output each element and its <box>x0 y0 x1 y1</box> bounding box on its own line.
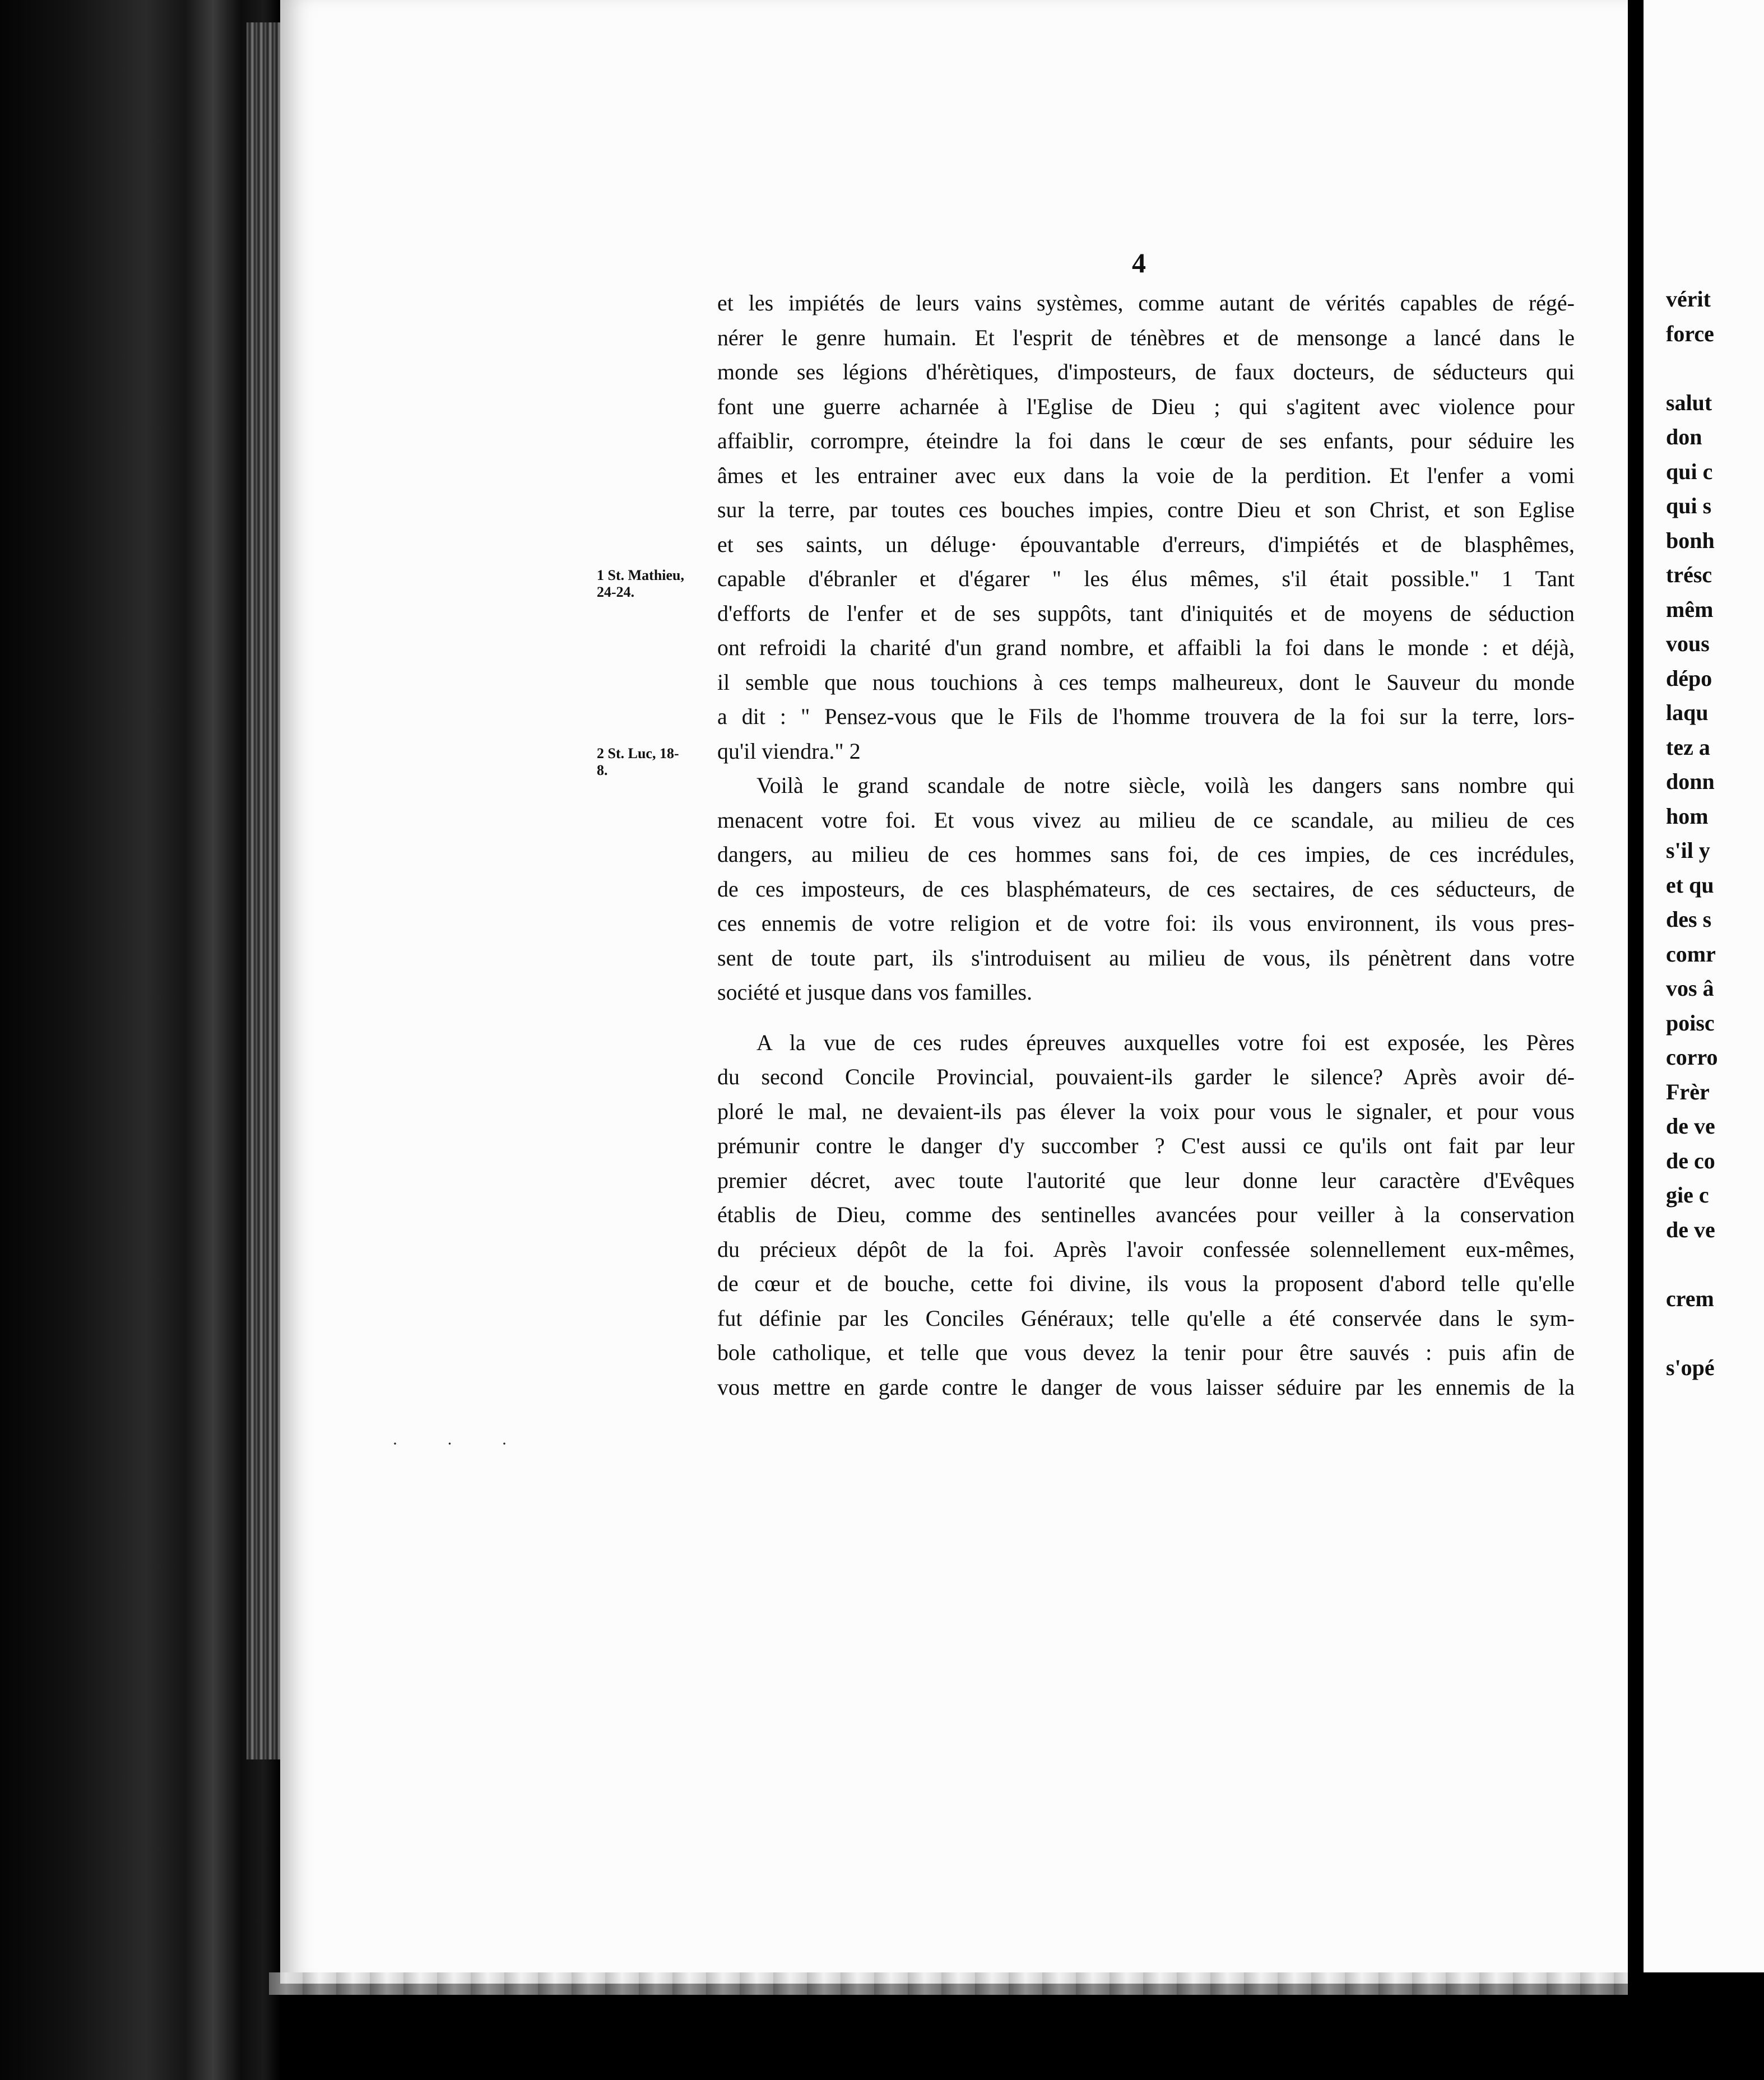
page-gutter <box>1628 0 1644 2080</box>
text-line: du précieux dépôt de la foi. Après l'avoir confessée solennellement eux-mêmes, <box>717 1236 1575 1262</box>
right-page-line: vous <box>1666 631 1710 656</box>
text-line: sur la terre, par toutes ces bouches impies, contre Dieu et son Christ, et son Eglise <box>717 497 1575 522</box>
right-page-line: de co <box>1666 1148 1715 1173</box>
right-page-line: s'il y <box>1666 838 1710 863</box>
right-page-line: de ve <box>1666 1217 1715 1242</box>
text-line: âmes et les entrainer avec eux dans la voie de la perdition. Et l'enfer a vomi <box>717 462 1575 488</box>
right-page-line: des s <box>1666 907 1712 932</box>
paragraph-start: Voilà le grand scandale de notre siècle, voilà les dangers sans nombre qui <box>756 773 1575 798</box>
book-binding <box>0 0 280 2080</box>
text-line: de ces imposteurs, de ces blasphémateurs, de ces sectaires, de ces séducteurs, de <box>717 876 1575 902</box>
right-page-line: salut <box>1666 389 1712 415</box>
text-line: vous mettre en garde contre le danger de vous laisser séduire par les ennemis de la <box>717 1374 1575 1400</box>
right-page-line: laqu <box>1666 700 1709 725</box>
paragraph-start: A la vue de ces rudes épreuves auxquelles votre foi est exposée, les Pères <box>756 1029 1575 1055</box>
body-text <box>717 286 1575 1404</box>
right-page-line: bonh <box>1666 527 1715 553</box>
marginal-note-line: 2 St. Luc, 18- <box>597 745 679 762</box>
right-page-line: corro <box>1666 1044 1718 1070</box>
text-line: font une guerre acharnée à l'Eglise de Dieu ; qui s'agitent avec violence pour <box>717 393 1575 419</box>
marginal-note-1 <box>597 567 684 601</box>
right-page-line: don <box>1666 424 1702 449</box>
right-page-line: gie c <box>1666 1182 1709 1208</box>
text-line: menacent votre foi. Et vous vivez au milieu de ce scandale, au milieu de ces <box>717 807 1575 833</box>
right-page-line: comr <box>1666 941 1716 967</box>
right-page-line: Frèr <box>1666 1079 1710 1104</box>
page-number: 4 <box>1132 247 1146 278</box>
stray-marks: · · · <box>392 1434 530 1453</box>
right-page-line: poisc <box>1666 1010 1715 1036</box>
right-page-line: de ve <box>1666 1113 1715 1139</box>
marginal-note-line: 1 St. Mathieu, <box>597 567 684 583</box>
text-line: sent de toute part, ils s'introduisent au milieu de vous, ils pénètrent dans votre <box>717 945 1575 971</box>
text-line: société et jusque dans vos familles. <box>717 979 1033 1005</box>
right-page-line: dépo <box>1666 665 1712 691</box>
page-bottom-edge <box>269 1972 1642 1995</box>
text-line: nérer le genre humain. Et l'esprit de ténèbres et de mensonge a lancé dans le <box>717 324 1575 350</box>
right-page-line: vos â <box>1666 976 1714 1001</box>
marginal-note-line: 8. <box>597 762 608 778</box>
text-line: a dit : " Pensez-vous que le Fils de l'homme trouvera de la foi sur la terre, lors- <box>717 704 1575 729</box>
right-page-line: qui c <box>1666 458 1713 484</box>
text-line: bole catholique, et telle que vous devez la tenir pour être sauvés : puis afin de <box>717 1340 1575 1365</box>
text-line: dangers, au milieu de ces hommes sans foi, de ces impies, de ces incrédules, <box>717 842 1575 867</box>
text-line: fut définie par les Conciles Généraux; telle qu'elle a été conservée dans le sym- <box>717 1305 1575 1331</box>
text-line: ces ennemis de votre religion et de votre foi: ils vous environnent, ils vous pres- <box>717 911 1575 936</box>
marginal-note-2 <box>597 745 679 779</box>
right-page-line: s'opé <box>1666 1354 1715 1380</box>
text-line: il semble que nous touchions à ces temps malheureux, dont le Sauveur du monde <box>717 669 1575 695</box>
text-line: du second Concile Provincial, pouvaient-ils garder le silence? Après avoir dé- <box>717 1064 1575 1089</box>
right-page-line: crem <box>1666 1285 1714 1311</box>
right-page-line: vérit <box>1666 286 1711 312</box>
text-line: établis de Dieu, comme des sentinelles avancées pour veiller à la conservation <box>717 1202 1575 1227</box>
text-line: de cœur et de bouche, cette foi divine, ils vous la proposent d'abord telle qu'elle <box>717 1271 1575 1296</box>
text-line: qu'il viendra." 2 <box>717 738 861 764</box>
marginal-note-line: 24-24. <box>597 584 635 600</box>
text-line: ploré le mal, ne devaient-ils pas élever la voix pour vous le signaler, et pour vous <box>717 1098 1575 1124</box>
right-page-line: force <box>1666 321 1714 346</box>
text-line: monde ses légions d'hérètiques, d'imposteurs, de faux docteurs, de séducteurs qui <box>717 359 1575 384</box>
text-line: ont refroidi la charité d'un grand nombre, et affaibli la foi dans le monde : et déjà, <box>717 635 1575 660</box>
text-line: premier décret, avec toute l'autorité que leur donne leur caractère d'Evêques <box>717 1167 1575 1193</box>
page-edges <box>247 22 280 1759</box>
text-line: prémunir contre le danger d'y succomber ? C'est aussi ce qu'ils ont fait par leur <box>717 1133 1575 1158</box>
text-line: et les impiétés de leurs vains systèmes, comme autant de vérités capables de régé- <box>717 290 1575 315</box>
right-page-line: donn <box>1666 769 1715 794</box>
text-line: d'efforts de l'enfer et de ses suppôts, tant d'iniquités et de moyens de séduction <box>717 600 1575 626</box>
right-page-line: mêm <box>1666 596 1714 622</box>
right-page-partial <box>1644 0 1764 1972</box>
right-page-line: tez a <box>1666 734 1710 760</box>
text-line: capable d'ébranler et d'égarer " les élus mêmes, s'il était possible." 1 Tant <box>717 566 1575 591</box>
right-page-line: qui s <box>1666 493 1712 518</box>
right-page-line: hom <box>1666 803 1709 829</box>
right-page-line: trésc <box>1666 562 1712 587</box>
right-page-line: et qu <box>1666 872 1714 898</box>
text-line: et ses saints, un déluge· épouvantable d'erreurs, d'impiétés et de blasphêmes, <box>717 531 1575 557</box>
text-line: affaiblir, corrompre, éteindre la foi dans le cœur de ses enfants, pour séduire les <box>717 428 1575 453</box>
